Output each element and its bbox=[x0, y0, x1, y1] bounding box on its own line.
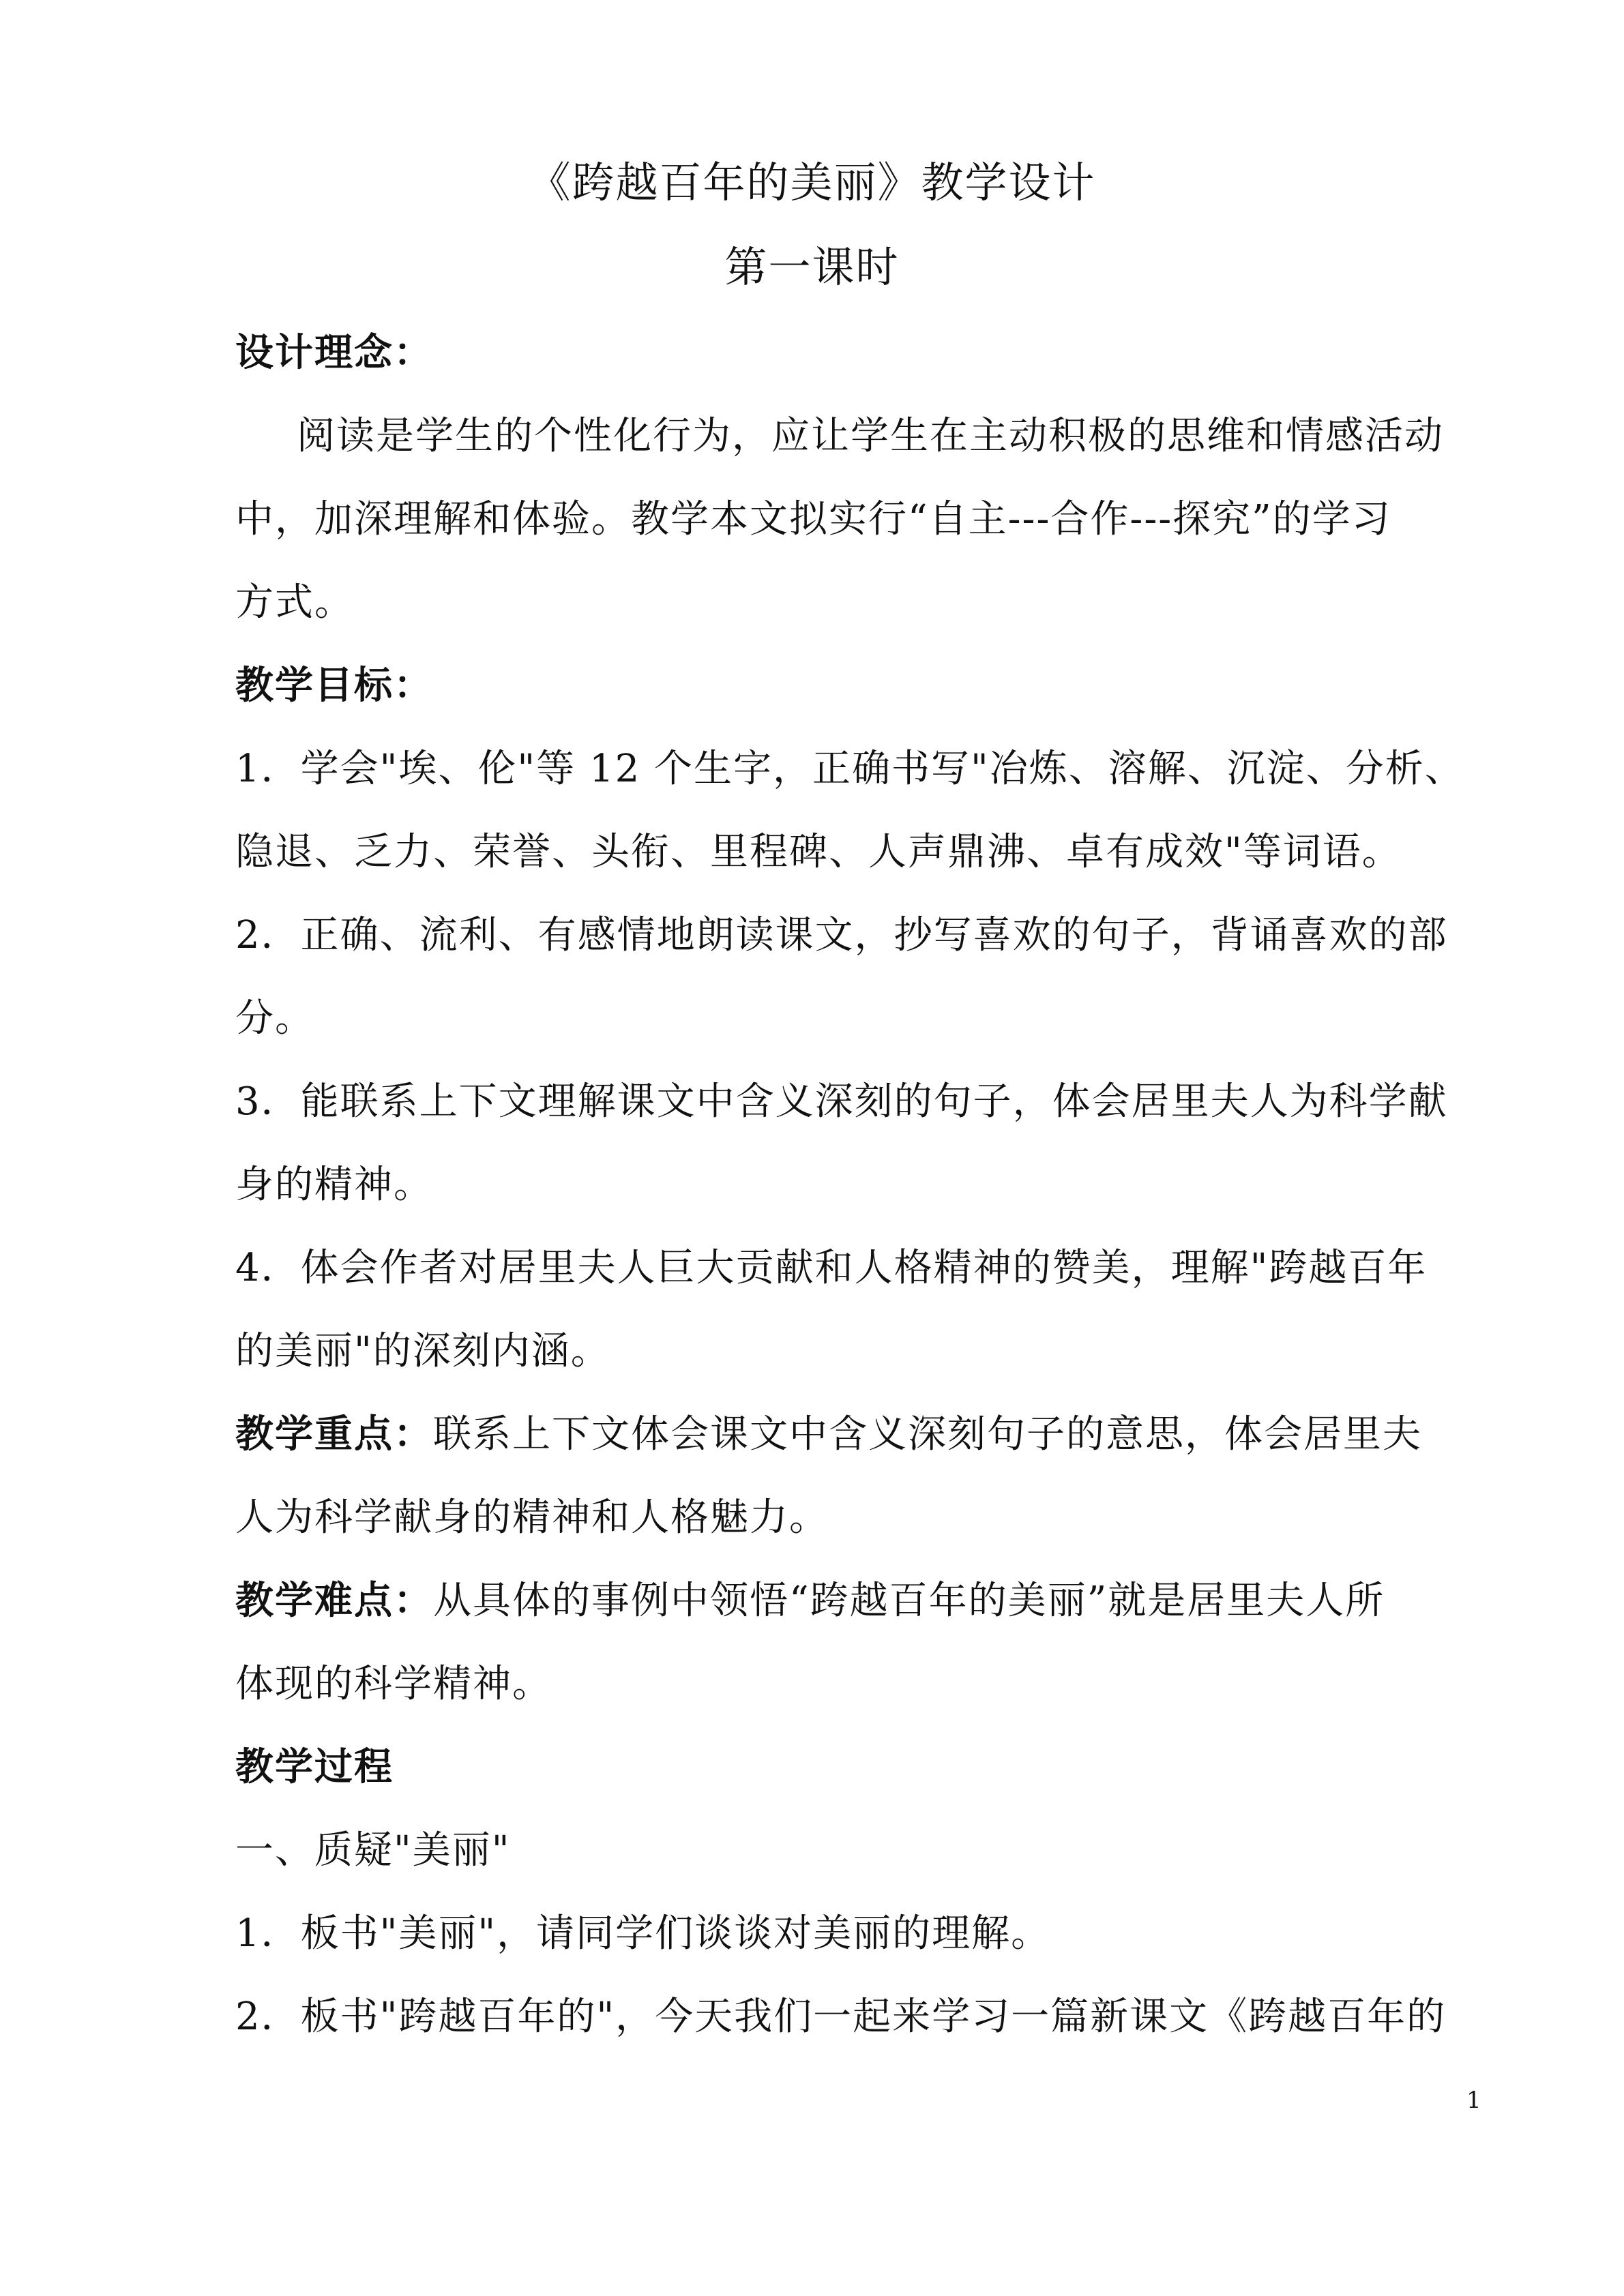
design-concept-heading: 设计理念： bbox=[235, 331, 433, 375]
document-title: 《跨越百年的美丽》教学设计 bbox=[528, 158, 1096, 207]
key-point-label: 教学重点： bbox=[235, 1412, 433, 1457]
objectives-heading: 教学目标： bbox=[235, 664, 433, 708]
page-number: 1 bbox=[1466, 2087, 1481, 2114]
objective-line: 4．体会作者对居里夫人巨大贡献和人格精神的赞美，理解"跨越百年 bbox=[235, 1246, 1428, 1290]
design-concept-line: 方式。 bbox=[235, 580, 354, 625]
key-point-paragraph bbox=[235, 1407, 1422, 1462]
difficulty-paragraph bbox=[235, 1574, 1385, 1628]
process-heading: 教学过程 bbox=[235, 1745, 394, 1789]
difficulty-text: 从具体的事例中领悟“跨越百年的美丽”就是居里夫人所 bbox=[433, 1579, 1385, 1623]
difficulty-text-continued: 体现的科学精神。 bbox=[235, 1662, 552, 1706]
difficulty-label: 教学难点： bbox=[235, 1579, 433, 1623]
process-line: 1．板书"美丽"，请同学们谈谈对美丽的理解。 bbox=[235, 1911, 1051, 1956]
objective-line: 分。 bbox=[235, 996, 314, 1041]
key-point-text: 联系上下文体会课文中含义深刻句子的意思，体会居里夫 bbox=[433, 1412, 1422, 1457]
objective-line: 1．学会"埃、伦"等 12 个生字，正确书写"冶炼、溶解、沉淀、分析、 bbox=[235, 747, 1464, 791]
design-concept-line: 阅读是学生的个性化行为，应让学生在主动积极的思维和情感活动 bbox=[297, 414, 1444, 458]
objective-line: 3．能联系上下文理解课文中含义深刻的句子，体会居里夫人为科学献 bbox=[235, 1079, 1448, 1124]
process-line: 2．板书"跨越百年的"，今天我们一起来学习一篇新课文《跨越百年的 bbox=[235, 1995, 1447, 2039]
objective-line: 身的精神。 bbox=[235, 1163, 433, 1207]
objective-line: 的美丽"的深刻内涵。 bbox=[235, 1329, 610, 1373]
objective-line: 隐退、乏力、荣誉、头衔、里程碑、人声鼎沸、卓有成效"等词语。 bbox=[235, 830, 1402, 874]
document-subtitle: 第一课时 bbox=[724, 242, 900, 292]
process-line: 一、质疑"美丽" bbox=[235, 1828, 511, 1873]
objective-line: 2．正确、流利、有感情地朗读课文，抄写喜欢的句子，背诵喜欢的部 bbox=[235, 913, 1448, 957]
design-concept-line: 中，加深理解和体验。教学本文拟实行“自主---合作---探究”的学习 bbox=[235, 497, 1391, 541]
key-point-text-continued: 人为科学献身的精神和人格魅力。 bbox=[235, 1495, 829, 1540]
